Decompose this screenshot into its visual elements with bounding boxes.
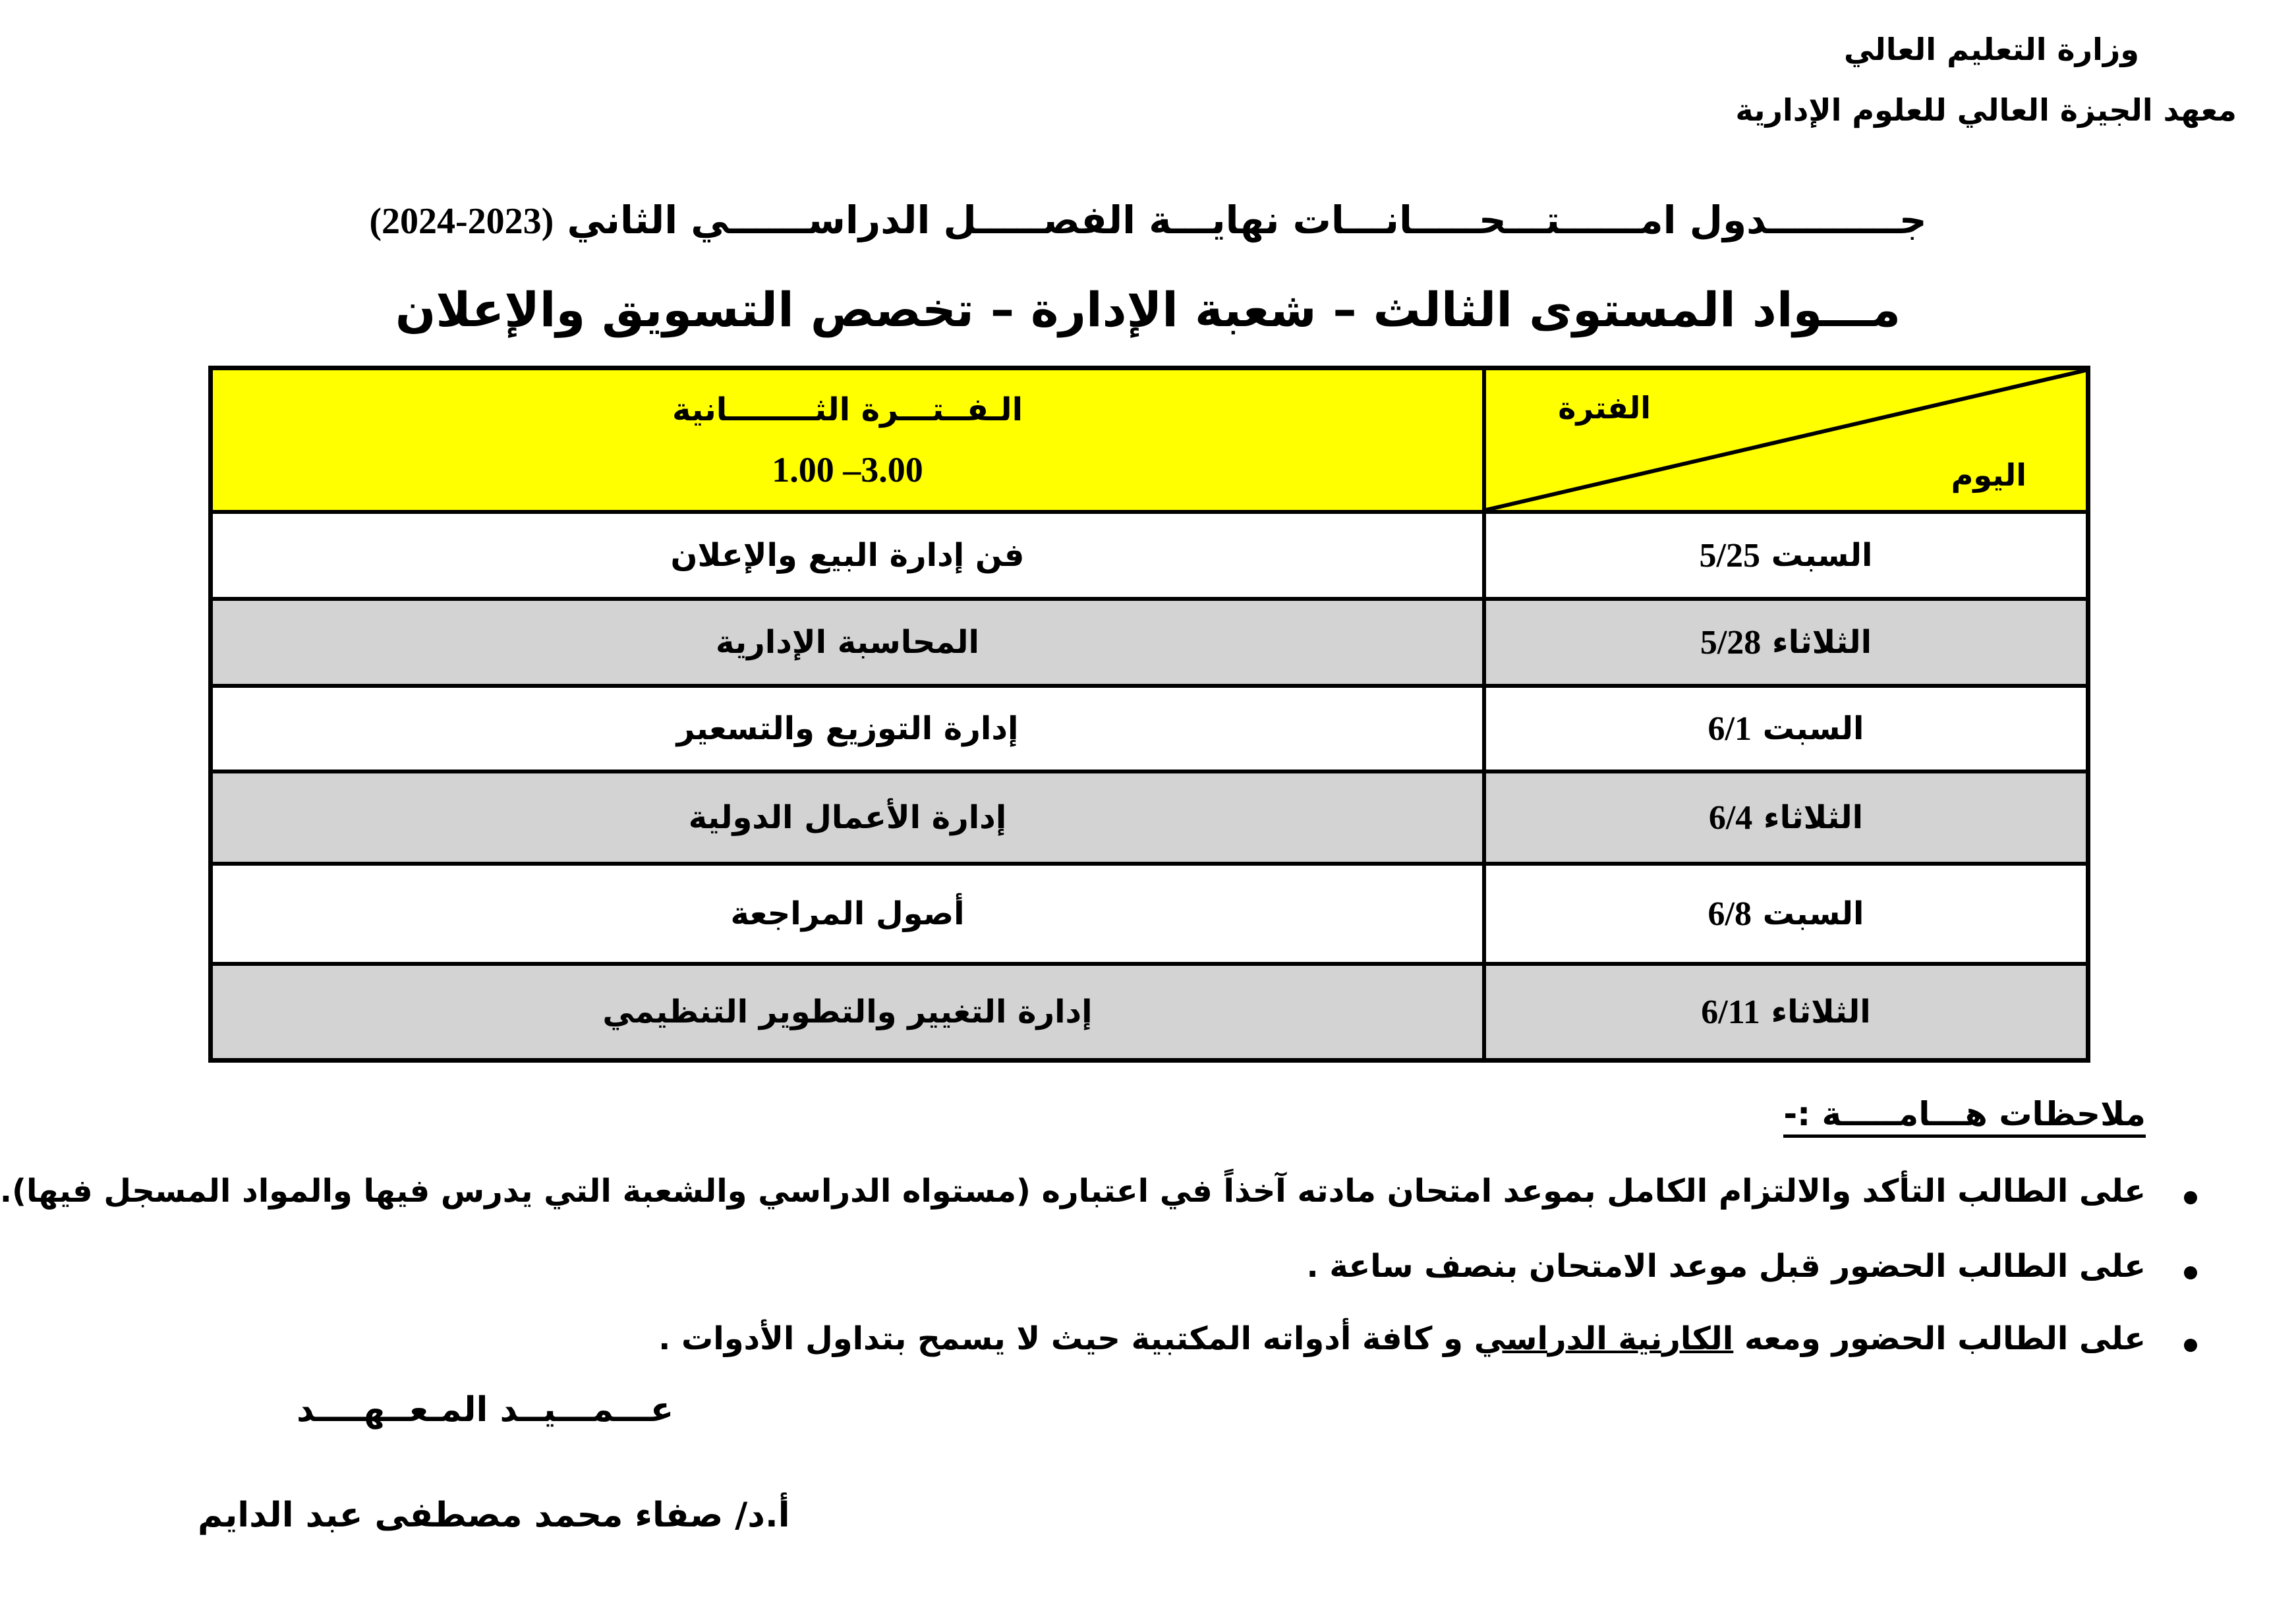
table-row <box>213 773 2086 866</box>
period-time: 1.00 –3.00 <box>772 450 923 490</box>
dean-name: أ.د/ صفاء محمد مصطفى عبد الدايم <box>198 1496 790 1535</box>
table-row <box>213 866 2086 966</box>
title-text: جــــــــــدول امــــــتـــحـــــانـــات نهايـــة الفصـــــل الدراســــــي الثاني <box>567 198 1927 242</box>
dean-title: عـــمـــيــد المـعــهــــد <box>297 1390 674 1430</box>
exam-date: 6/1 <box>1708 710 1752 748</box>
header-day-label: اليوم <box>1951 457 2026 493</box>
period-name: الـفــتـــرة الثــــــــانية <box>672 391 1023 428</box>
day-name: الثلاثاء <box>1771 994 1871 1030</box>
day-cell <box>1482 601 2086 684</box>
note-item <box>0 1173 2146 1210</box>
note-text: على الطالب الحضور قبل موعد الامتحان بنصف ساعة . <box>1306 1248 2146 1285</box>
day-cell <box>1482 688 2086 770</box>
bullet-icon <box>2184 1339 2197 1352</box>
table-row <box>213 966 2086 1058</box>
note-text: على الطالب التأكد والالتزام الكامل بموعد امتحان مادته آخذاً في اعتباره (مستواه الدراسي والشعبة التي يدرس فيها والمواد المسجل فيها). <box>0 1173 2146 1210</box>
subject-cell: إدارة التغيير والتطوير التنظيمي <box>602 994 1093 1030</box>
day-cell <box>1482 866 2086 962</box>
table-row <box>213 601 2086 688</box>
document-subtitle: مـــواد المستوى الثالث – شعبة الإدارة – تخصص التسويق والإعلان <box>395 282 1901 337</box>
exam-date: 6/11 <box>1701 993 1760 1031</box>
subject-cell: المحاسبة الإدارية <box>716 624 979 661</box>
subject-cell: إدارة الأعمال الدولية <box>688 799 1007 836</box>
document-title <box>0 198 2296 242</box>
notes-heading: ملاحظات هـــامـــــة :- <box>1783 1095 2146 1138</box>
exam-date: 5/28 <box>1700 623 1762 661</box>
academic-year: (2023-2024) <box>369 201 554 242</box>
subject-cell: فن إدارة البيع والإعلان <box>670 537 1025 574</box>
exam-date: 5/25 <box>1699 536 1760 574</box>
day-name: السبت <box>1762 895 1864 932</box>
exam-schedule-table <box>208 366 2090 1063</box>
day-name: السبت <box>1771 537 1873 574</box>
bullet-icon <box>2184 1191 2197 1204</box>
table-row <box>213 514 2086 601</box>
exam-date: 6/8 <box>1708 895 1752 933</box>
day-cell <box>1482 773 2086 862</box>
note-text-end: و كافة أدواته المكتبية حيث لا يسمح بتداول الأدوات . <box>658 1320 1474 1357</box>
day-name: السبت <box>1762 710 1864 747</box>
note-item <box>1306 1248 2146 1285</box>
header-period-label: الفترة <box>1558 390 1651 426</box>
day-cell <box>1482 966 2086 1058</box>
day-cell <box>1482 514 2086 597</box>
subject-cell: أصول المراجعة <box>730 895 965 932</box>
institute-name: معهد الجيزة العالي للعلوم الإدارية <box>1735 92 2237 128</box>
exam-date: 6/4 <box>1708 798 1753 837</box>
header-day-period-cell <box>1482 370 2086 510</box>
bullet-icon <box>2184 1266 2197 1279</box>
note-underlined-text: الكارنية الدراسي <box>1474 1320 1734 1357</box>
day-name: الثلاثاء <box>1764 799 1864 836</box>
table-row <box>213 688 2086 773</box>
ministry-name: وزارة التعليم العالي <box>1843 32 2139 67</box>
table-header-row <box>213 370 2086 514</box>
note-item <box>658 1320 2146 1357</box>
note-text: على الطالب الحضور ومعه <box>1733 1320 2146 1357</box>
day-name: الثلاثاء <box>1772 624 1872 661</box>
subject-cell: إدارة التوزيع والتسعير <box>676 710 1019 747</box>
header-period-cell <box>213 370 1482 510</box>
